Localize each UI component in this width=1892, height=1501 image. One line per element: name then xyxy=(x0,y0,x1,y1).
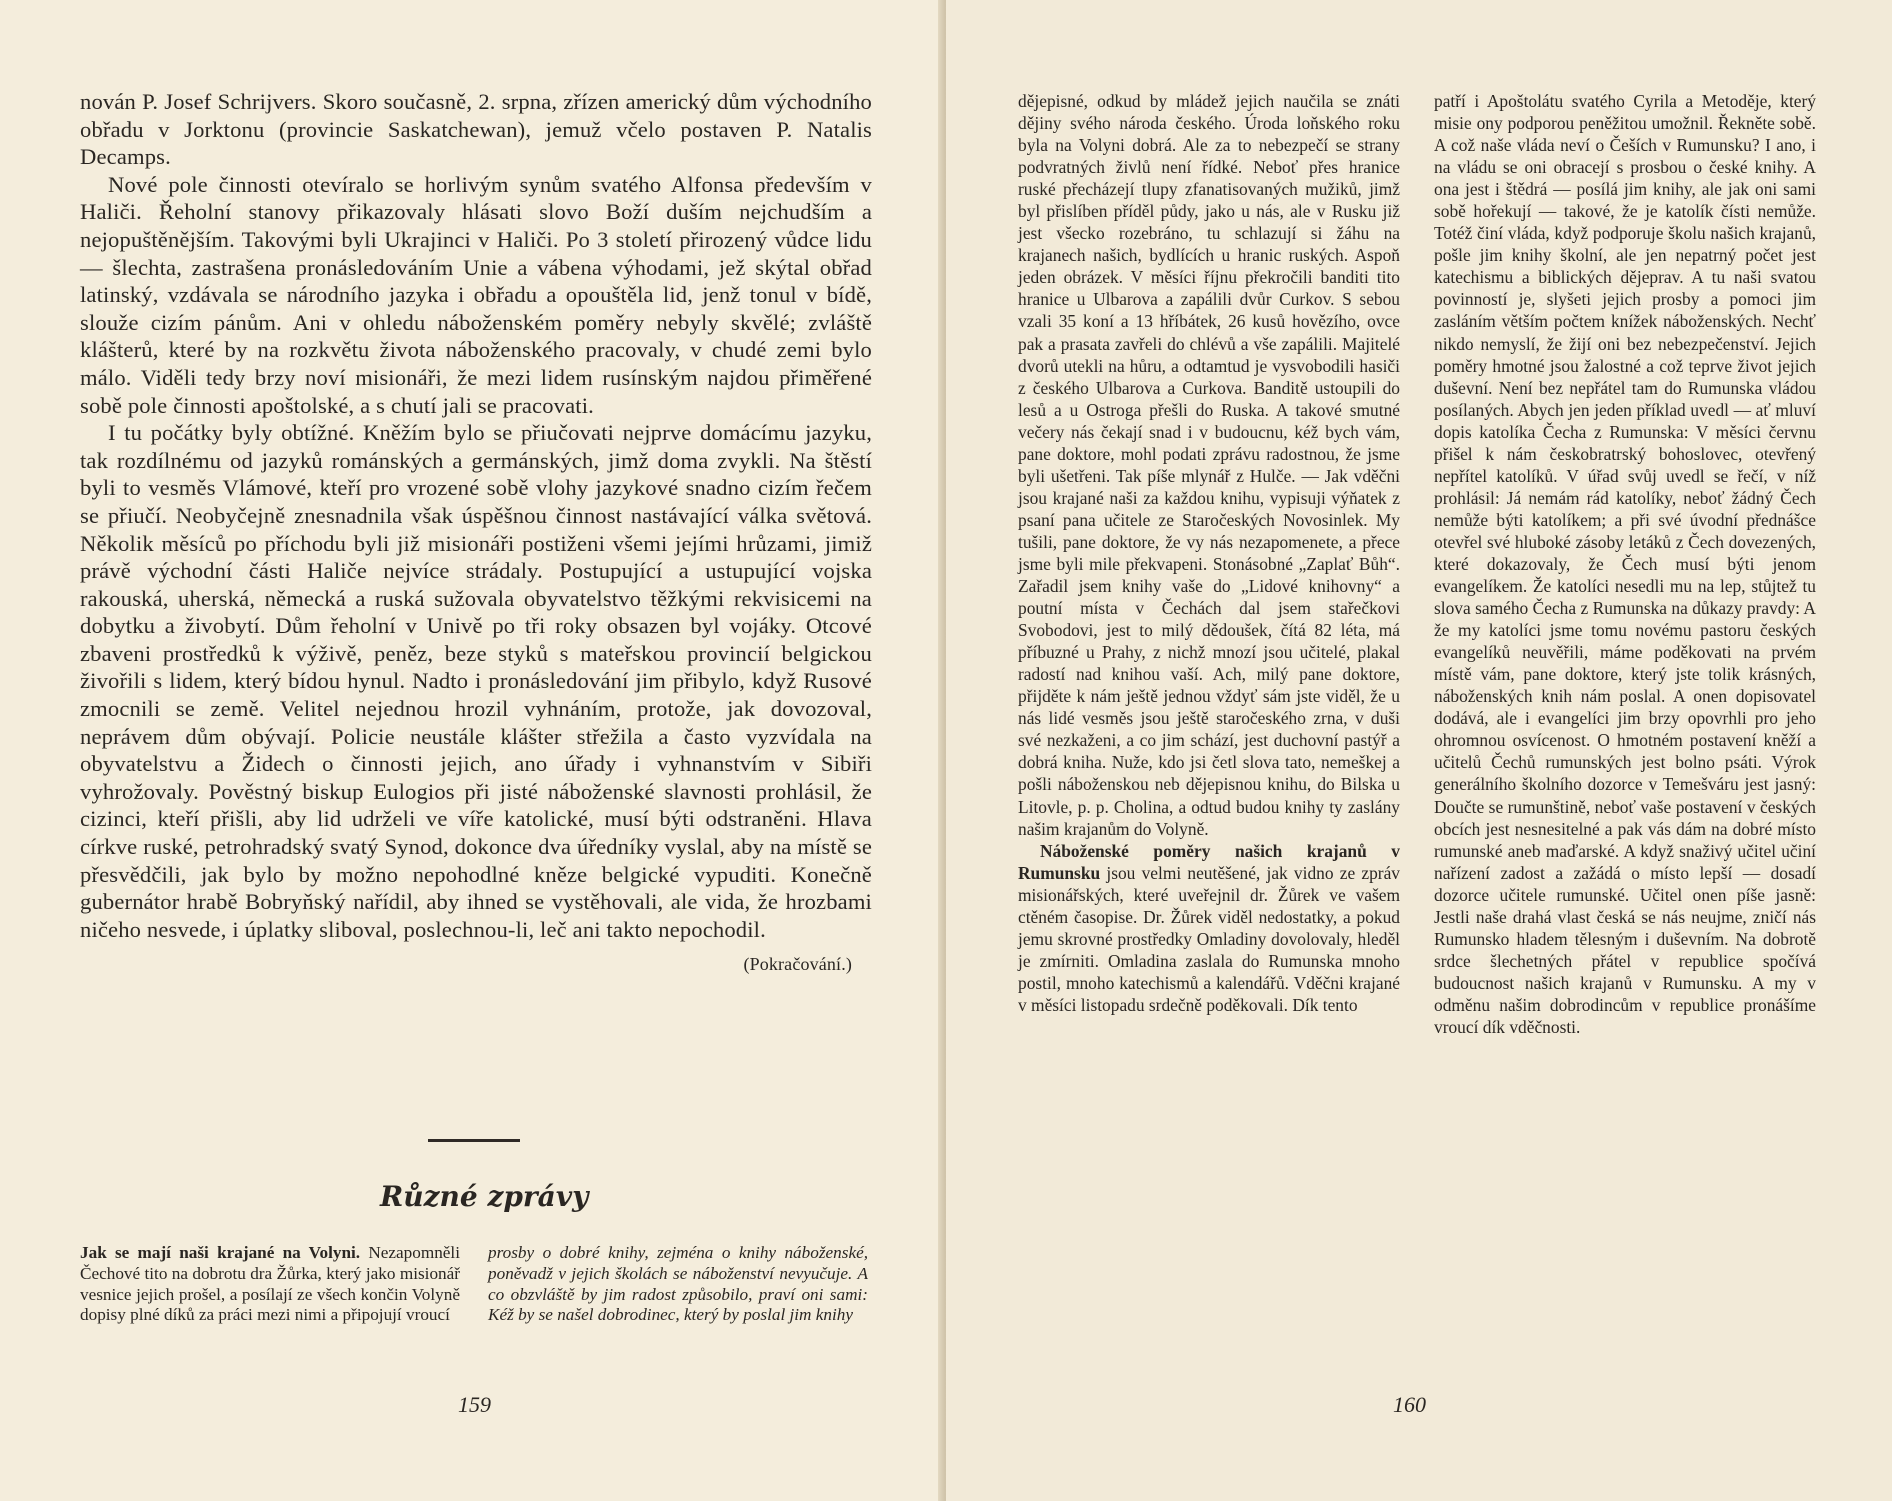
paragraph: dějepisné, odkud by mládež jejich naučila se znáti dějiny svého národa českého. Úroda loňského roku byla na Volyni dobrá. Ale za to nebezpečí se strany podvratných živlů není řídké. Neboť přes hranice ruské přecházejí tlupy zfanatisovaných mužiků, jimž byl přislíben příděl půdy, jako u nás, ale v Rusku již jest všecko rozebráno, tu schlazují si žáhu na krajanech našich, bydlících u hranic ruských. Aspoň jeden obrázek. V měsíci říjnu překročili banditi tito hranice u Ulbarova a zapálili dvůr Curkov. S sebou vzali 35 koní a 13 hříbátek, 26 kusů hovězího, ovce pak a prasata zavřeli do chlévů a vše zapálili. Majitelé dvorů utekli na hůru, a odtamtud je vysvobodili hasiči z českého Ulbarova a Curkova. Banditě ustoupili do lesů a u Ostroga přešli do Ruska. A takové smutné večery nás čekají snad i v budoucnu, kéž bych vám, pane doktore, mohl podati zprávu radostnou, že jsme byli ušetřeni. Tak píše mlynář z Hulče. — Jak vděčni jsou krajané naši za každou knihu, vypisuji výňatek z psaní pana učitele ze Staročeských Novosinlek. My tušili, pane doktore, že vy nás nezapomenete, a přece jsme byli mile překvapeni. Stonásobné „Zaplať Bůh“. Zařadil jsem knihy vaše do „Lidové knihovny“ a poutní místa v Čechách dal jsem stařečkovi Svobodovi, jest to milý dědoušek, čítá 82 léta, má příbuzné u Prahy, z nichž mnozí jsou učitelé, plakal radostí nad knihou vaší. Ach, milý pane doktore, přijděte k nám ještě jednou vždyť sám jste viděl, že u nás lidé vesměs jsou ještě staročeského zrna, v duši své nezkaženi, a co jim schází, jest duchovní pastýř a dobrá kniha. Nuže, kdo jsi četl slova tato, nemeškej a pošli náboženskou neb dějepisnou knihu, do Bilska u Litovle, p. p. Cholina, a odtud budou knihy ty zaslány našim krajanům do Volyně. xyxy=(1018,91,1400,839)
news-text: Nezapomněli Čechové tito na dobrotu dra Žůrka, který jako misionář vesnice jejich prošel, a posílají ze všech končin Volyně dopisy plné díků za práci mezi nimi a připojují vroucí xyxy=(80,1243,460,1325)
paragraph xyxy=(1018,840,1400,1016)
paragraph: patří i Apoštolátu svatého Cyrila a Metoděje, který misie ony podporou peněžitou umožnil. Řekněte sobě. A což naše vláda neví o Češích v Rumunsku? I ano, i na vládu se oni obracejí s prosbou o české knihy. A ona jest i štědrá — posílá jim knihy, ale jak oni sami sobě hořekují — takové, že je katolík čísti nemůže. Totéž činí vláda, když podporuje školu našich krajanů, pošle jim knihy školní, ale jen nepatrný počet jest katechismu a biblických dějeprav. A tu naši svatou povinností je, slyšeti jejich prosby a pomoci jim zasláním větším počtem knížek náboženských. Nechť nikdo nemyslí, že žijí oni bez nebezpečenství. Jejich poměry hmotné jsou žalostné a což teprve život jejich duševní. Není bez nepřátel tam do Rumunska vládou posílaných. Abych jen jeden příklad uvedl — ať mluví dopis katolíka Čecha z Rumunska: V měsíci červnu přišel k nám českobratrský bohoslovec, otevřený nepřítel katolíků. V úřad svůj uvedl se řečí, v níž prohlásil: Já nemám rád katolíky, neboť žádný Čech nemůže býti katolíkem; a při své úvodní přednášce otevřel své hluboké zásoby letáků z Čech dovezených, které dokazovaly, že Čech musí býti jenom evangelíkem. Že katolíci nesedli mu na lep, stůjtež tu slova samého Čecha z Rumunska na důkazy pravdy: A že my katolíci jsme tomu novému pastoru českých evangelíků neuvěřili, máme poděkovati na prvém místě vám, pane doktore, který jste tolik krásných, náboženských knih nám poslal. A onen dopisovatel dodává, ale i evangelíci jim brzy opovrhli pro jeho ohromnou osvícenost. O hmotném postavení kněží a učitelů Čechů rumunských jest bolno psáti. Výrok generálního školního dozorce v Temešváru jest jasný: Doučte se rumunštině, neboť vaše postavení v českých obcích jest nesnesitelné a pak vás dám na dobré místo rumunské aneb maďarské. A když snaživý učitel učiní nařízení zadost a zažádá o místo lepší — dosadí dozorce učitele rumunské. Učitel onen píše jasně: Jestli naše drahá vlast česká se nás neujme, zničí nás Rumunsko hladem tělesným i duševním. Na dobrotě srdce šlechetných přátel v republice spočívá budoucnost našich krajanů v Rumunsku. A my v odměnu našim dobrodincům v republice pronášíme vroucí dík vděčnosti. xyxy=(1434,91,1816,1037)
continued-note: (Pokračování.) xyxy=(743,954,852,975)
section-divider xyxy=(428,1139,520,1142)
paragraph: Nové pole činnosti otevíralo se horlivým synům svatého Alfonsa především v Haliči. Řeholní stanovy přikazovaly hlásati slovo Boží duším nejchudším a nejopuštěnějším. Takovými byli Ukrajinci v Haliči. Po 3 století přirozený vůdce lidu — šlechta, zastrašena pronásledováním Unie a vábena výhodami, jež skýtal obřad latinský, vzdávala se národního jazyka i obřadu a opouštěla lid, jenž tonul v bídě, slouže cizím pánům. Ani v ohledu náboženském poměry nebyly skvělé; zvláště klášterů, které by na rozkvětu života náboženského pracovaly, v chudé zemi bylo málo. Viděli tedy brzy noví misionáři, že mezi lidem rusínským najdou přiměřené sobě pole činnosti apoštolské, a s chutí jali se pracovati. xyxy=(80,171,872,418)
left-main-text xyxy=(80,88,872,979)
page-number: 160 xyxy=(1393,1392,1426,1417)
right-column-2 xyxy=(1434,90,1816,1038)
news-lead: Jak se mají naši krajané na Volyni. xyxy=(80,1243,361,1262)
left-page xyxy=(0,0,944,1501)
paragraph-lead: Náboženské poměry našich krajanů v Rumunsku xyxy=(1018,840,1400,883)
right-page xyxy=(946,0,1892,1501)
section-title: Různé zprávy xyxy=(380,1180,589,1213)
paragraph-text: jsou velmi neutěšené, jak vidno ze zpráv misionářských, které uveřejnil dr. Žůrek ve vašem ctěném časopise. Dr. Žůrek viděl nedostatky, a pokud jemu skrovné prostředky Omladiny dovolovaly, hleděl je zmírniti. Omladina zaslala do Rumunska mnoho postil, mnoho katechismů a kalendářů. Vděčni krajané v měsíci listopadu srdečně poděkovali. Dík tento xyxy=(1018,862,1400,1015)
news-column-2: prosby o dobré knihy, zejména o knihy náboženské, poněvadž v jejich školách se náboženství nevyučuje. A co obzvláště by jim radost způsobilo, praví oni sami: Kéž by se našel dobrodinec, který by poslal jim knihy xyxy=(488,1243,868,1325)
right-column-1 xyxy=(1018,90,1400,1016)
page-number: 159 xyxy=(458,1392,491,1417)
paragraph: nován P. Josef Schrijvers. Skoro současně, 2. srpna, zřízen americký dům východního obřadu v Jorktonu (provincie Saskatchewan), jemuž včelo postaven P. Natalis Decamps. xyxy=(80,89,872,170)
paragraph: I tu počátky byly obtížné. Kněžím bylo se přiučovati nejprve domácímu jazyku, tak rozdílnému od jazyků románských a germánských, jimž doma zvykli. Na štěstí byli to vesměs Vlámové, kteří pro vrozené sobě vlohy jazykové snadno cizím řečem se přiučí. Neobyčejně znesnadnila však úspěšnou činnost nastávající válka světová. Několik měsíců po příchodu byli již misionáři postiženi všemi jejími hrůzami, jimiž právě východní části Haliče nejvíce strádaly. Postupující a ustupující vojska rakouská, uherská, německá a ruská sužovala obyvatelstvo těžkými rekvisicemi na dobytku a živobytí. Dům řeholní v Univě po tři roky obsazen byl vojáky. Otcové zbaveni prostředků k výživě, peněz, beze styků s mateřskou provincií belgickou živořili s lidem, který bídou hynul. Nadto i pronásledování jim přibylo, když Rusové zmocnili se země. Velitel nejednou hrozil vyhnáním, protože, jak dovozoval, neprávem dům obývají. Policie neustále klášter střežila a často vyzvídala na obyvatelstvu a Židech o činnosti jejich, ano úřady i vyhnanstvím v Sibiři vyhrožovaly. Pověstný biskup Eulogios při jisté náboženské slavnosti prohlásil, že cizinci, kteří přišli, aby lid udrželi ve víře katolické, musí býti odstraněni. Hlava církve ruské, petrohradský svatý Synod, dokonce dva úředníky vyslal, aby na místě se přesvědčili, jak bylo by možno nepohodlné kněze belgické vypuditi. Konečně gubernátor hrabě Bobryňský nařídil, aby ihned se vystěhovali, ale vida, že hrozbami ničeho nesvede, i úplatky sliboval, poslechnou-li, leč ani takto nepochodil. xyxy=(80,420,872,942)
news-column-1 xyxy=(80,1243,460,1326)
